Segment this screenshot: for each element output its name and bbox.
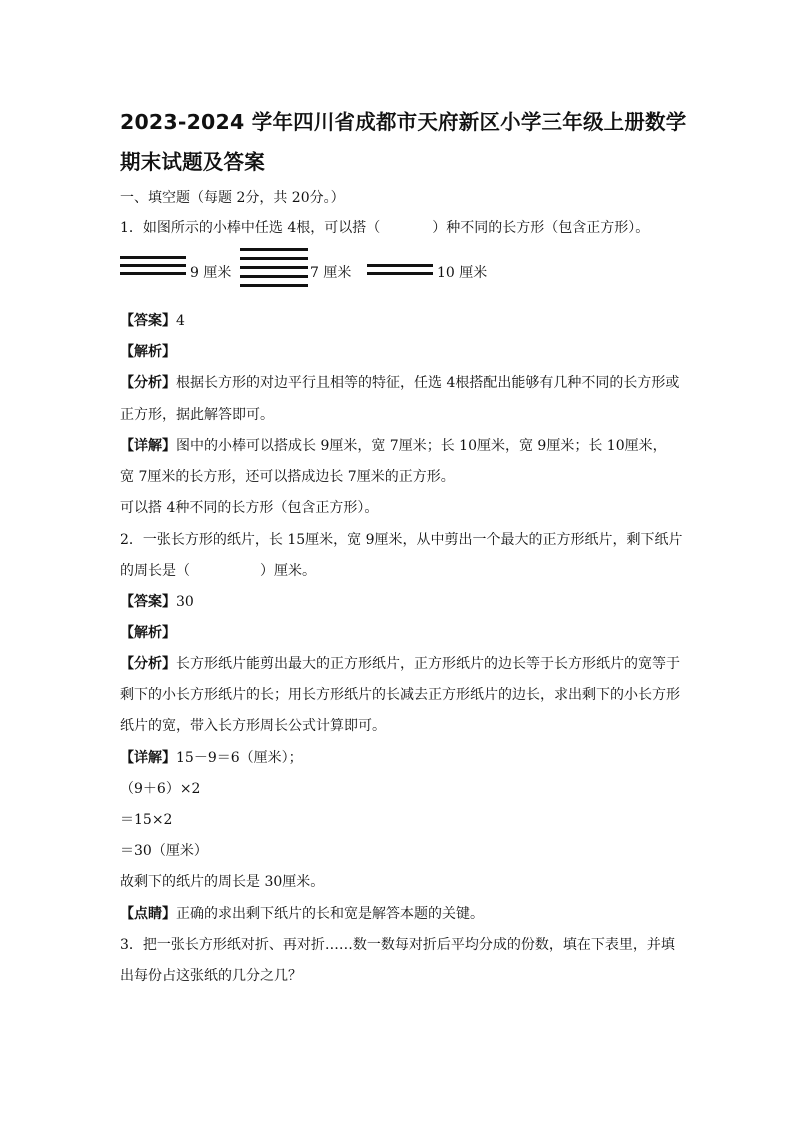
q1-answer [120, 312, 185, 330]
fenxi-tag: 【分析】 [120, 375, 176, 391]
fenxi-text: 根据长方形的对边平行且相等的特征，任选 4根搭配出能够有几种不同的长方形或 [176, 375, 680, 391]
stick [120, 272, 186, 275]
q2-calc-line1: （9＋6）×2 [120, 781, 201, 797]
q1-fenxi-line1 [120, 374, 679, 392]
question-2-text-a: 的周长是（ [120, 563, 190, 579]
stick [240, 284, 308, 287]
stick [120, 256, 186, 259]
q1-analysis-tag: 【解析】 [120, 344, 176, 360]
document-title-line1: 2023-2024 学年四川省成都市天府新区小学三年级上册数学 [120, 110, 687, 134]
q1-fenxi-line2: 正方形，据此解答即可。 [120, 407, 274, 423]
section-heading: 一、填空题（每题 2分，共 20分。） [120, 190, 345, 206]
q2-xiangjie-line1 [120, 749, 303, 767]
question-2-line2 [120, 562, 316, 580]
q2-fenxi-line1 [120, 655, 680, 673]
dianjing-text: 正确的求出剩下纸片的长和宽是解答本题的关键。 [176, 906, 484, 922]
xiangjie-text: 15－9＝6（厘米）； [176, 750, 303, 766]
xiangjie-tag: 【详解】 [120, 438, 176, 454]
q1-conclusion: 可以搭 4种不同的长方形（包含正方形）。 [120, 500, 379, 516]
q2-calc-line3: ＝30（厘米） [120, 843, 208, 859]
document-title-line2: 期末试题及答案 [120, 150, 265, 174]
question-3-line1: 3．把一张长方形纸对折、再对折……数一数每对折后平均分成的份数，填在下表里，并填 [120, 937, 675, 953]
q1-xiangjie-line2: 宽 7厘米的长方形，还可以搭成边长 7厘米的正方形。 [120, 469, 455, 485]
answer-tag: 【答案】 [120, 594, 176, 610]
xiangjie-text: 图中的小棒可以搭成长 9厘米，宽 7厘米；长 10厘米，宽 9厘米；长 10厘米， [176, 438, 667, 454]
stick [240, 257, 308, 260]
stick [367, 272, 433, 275]
question-2-text-b: ）厘米。 [260, 563, 316, 579]
stick [120, 264, 186, 267]
xiangjie-tag: 【详解】 [120, 750, 176, 766]
fenxi-text: 长方形纸片能剪出最大的正方形纸片，正方形纸片的边长等于长方形纸片的宽等于 [176, 656, 680, 672]
answer-value: 4 [176, 313, 185, 329]
stick-label-9cm: 9 厘米 [190, 265, 232, 281]
question-3-line2: 出每份占这张纸的几分之几？ [120, 968, 302, 984]
answer-value: 30 [176, 594, 194, 610]
question-2-line1: 2．一张长方形的纸片，长 15厘米，宽 9厘米，从中剪出一个最大的正方形纸片，剩下纸片 [120, 532, 683, 548]
stick [240, 248, 308, 251]
q2-dianjing [120, 905, 484, 923]
q2-fenxi-line2: 剩下的小长方形纸片的长；用长方形纸片的长减去正方形纸片的边长，求出剩下的小长方形 [120, 687, 680, 703]
stick [240, 275, 308, 278]
dianjing-tag: 【点睛】 [120, 906, 176, 922]
stick [240, 266, 308, 269]
stick [367, 264, 433, 267]
fenxi-tag: 【分析】 [120, 656, 176, 672]
q2-analysis-tag: 【解析】 [120, 625, 176, 641]
question-1-text-b: ）种不同的长方形（包含正方形）。 [432, 220, 650, 236]
q2-calc-line2: ＝15×2 [120, 812, 173, 828]
question-1-text [120, 219, 649, 237]
sticks-figure [120, 248, 520, 293]
stick-label-10cm: 10 厘米 [437, 265, 488, 281]
q2-conclusion: 故剩下的纸片的周长是 30厘米。 [120, 874, 325, 890]
q1-xiangjie-line1 [120, 437, 667, 455]
stick-label-7cm: 7 厘米 [310, 265, 352, 281]
question-1-text-a: 1．如图所示的小棒中任选 4根，可以搭（ [120, 220, 381, 236]
q2-answer [120, 593, 194, 611]
answer-tag: 【答案】 [120, 313, 176, 329]
q2-fenxi-line3: 纸片的宽，带入长方形周长公式计算即可。 [120, 718, 386, 734]
